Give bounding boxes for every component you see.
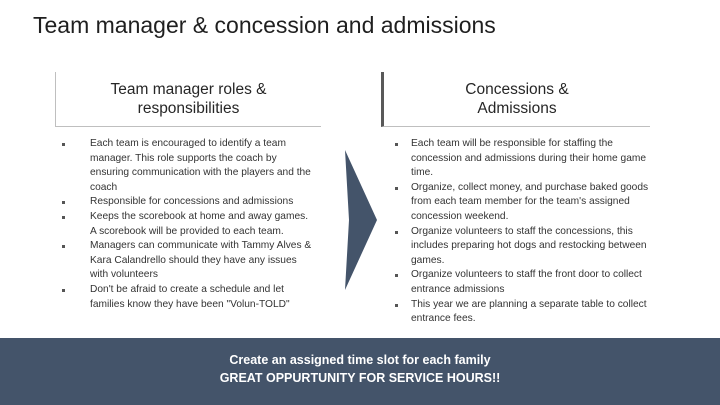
square-bullet-icon xyxy=(62,216,65,219)
list-item xyxy=(392,137,650,181)
bullet-text: Organize, collect money, and purchase baked goods from each team member for the team's assigned concession weekend. xyxy=(411,181,649,222)
square-bullet-icon xyxy=(395,304,398,307)
list-item xyxy=(60,239,316,283)
list-item xyxy=(60,137,316,195)
bullet-text: Each team will be responsible for staffing the concession and admissions during their home game time. xyxy=(411,138,647,179)
bullet-text: Each team is encouraged to identify a team manager. This role supports the coach by ensuring communication with the players and the coach xyxy=(90,138,311,193)
list-item xyxy=(60,283,316,312)
slide-title: Team manager & concession and admissions xyxy=(33,12,496,38)
bullet-text: Organize volunteers to staff the front door to collect entrance admissions xyxy=(411,269,642,295)
chevron-right-icon xyxy=(345,150,377,290)
list-item xyxy=(60,210,316,239)
square-bullet-icon xyxy=(395,143,398,146)
bullet-text: Don't be afraid to create a schedule and let families know they have been "Volun-TOLD" xyxy=(90,283,290,310)
square-bullet-icon xyxy=(395,231,398,234)
square-bullet-icon xyxy=(62,143,65,146)
list-item xyxy=(392,181,650,225)
banner-line1: Create an assigned time slot for each family xyxy=(229,353,491,367)
left-header-line2: responsibilities xyxy=(137,100,240,117)
left-column-header xyxy=(55,72,321,127)
right-column-header xyxy=(381,72,650,127)
square-bullet-icon xyxy=(395,274,398,277)
list-item xyxy=(60,195,316,210)
bullet-text: This year we are planning a separate table to collect entrance fees. xyxy=(411,298,647,325)
bullet-text: Organize volunteers to staff the concessions, this includes preparing hot dogs and restocking between games. xyxy=(411,225,647,266)
banner-line2: GREAT OPPURTUNITY FOR SERVICE HOURS!! xyxy=(219,371,501,385)
left-header-line1: Team manager roles & xyxy=(110,81,267,98)
right-header-line1: Concessions & xyxy=(465,81,569,98)
right-header-line2: Admissions xyxy=(477,100,557,117)
square-bullet-icon xyxy=(62,201,65,204)
square-bullet-icon xyxy=(62,245,65,248)
list-item xyxy=(392,298,650,327)
right-bullet-list xyxy=(392,137,650,327)
list-item xyxy=(392,268,650,297)
bullet-text: Keeps the scorebook at home and away games. A scorebook will be provided to each team. xyxy=(90,210,309,237)
bullet-text: Managers can communicate with Tammy Alves & Kara Calandrello should they have any issues with volunteers xyxy=(90,240,312,281)
bullet-text: Responsible for concessions and admissions xyxy=(90,196,294,208)
left-bullet-list xyxy=(60,137,316,312)
footer-banner xyxy=(0,338,720,405)
square-bullet-icon xyxy=(62,289,65,292)
square-bullet-icon xyxy=(395,187,398,190)
list-item xyxy=(392,225,650,269)
